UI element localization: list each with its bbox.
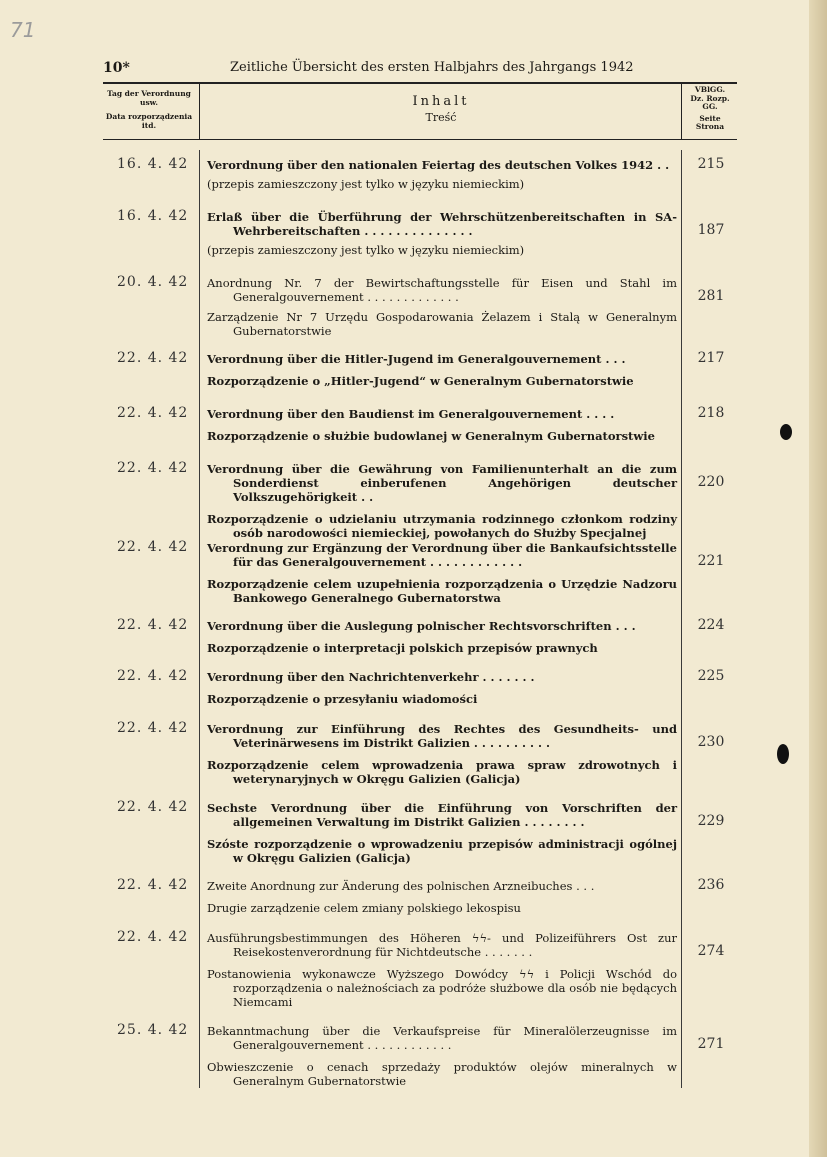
page-ref: 281 — [697, 288, 725, 304]
row-date: 16. 4. 42 — [117, 156, 189, 172]
page-ref: 271 — [697, 1036, 725, 1052]
page-ref: 274 — [697, 943, 725, 959]
row-date: 22. 4. 42 — [117, 617, 189, 633]
entry-title-de: Verordnung über den Nachrichtenverkehr . . . . . . . — [207, 670, 535, 684]
row-date: 22. 4. 42 — [117, 405, 189, 421]
entry-title-de: Verordnung über die Auslegung polnischer Rechtsvorschriften . . . — [207, 619, 636, 633]
running-header — [103, 60, 693, 80]
entry-title-pl: Drugie zarządzenie celem zmiany polskiego lekospisu — [207, 901, 521, 915]
entry-title-pl: Rozporządzenie celem uzupełnienia rozporządzenia o Urzędzie Nadzoru Bankowego Generalnego Gubernatorstwa — [207, 577, 677, 605]
entry-title-de: Bekanntmachung über die Verkaufspreise für Mineralölerzeugnisse im Generalgouvernement . . . . . . . . . . . . — [207, 1024, 677, 1052]
entry-title-pl: Rozporządzenie o służbie budowlanej w Generalnym Gubernatorstwie — [207, 429, 655, 443]
entry-title-pl: Rozporządzenie o udzielaniu utrzymania rodzinnego członkom rodziny osób narodowości niemieckiej, powołanych do Służby Specjalnej — [207, 512, 677, 540]
page-ref: 229 — [697, 813, 725, 829]
page-ref: 220 — [697, 474, 725, 490]
row-date: 22. 4. 42 — [117, 877, 189, 893]
entry-title-pl: Rozporządzenie celem wprowadzenia prawa spraw zdrowotnych i weterynaryjnych w Okręgu Galizien (Galicja) — [207, 758, 677, 786]
row-date: 22. 4. 42 — [117, 460, 189, 476]
page-ref: 218 — [697, 405, 725, 421]
entry-title-de: Anordnung Nr. 7 der Bewirtschaftungsstelle für Eisen und Stahl im Generalgouvernement . . . . . . . . . . . . . — [207, 276, 677, 304]
entry-title-de: Verordnung über den nationalen Feiertag des deutschen Volkes 1942 . . — [207, 158, 670, 172]
entry-title-de: Ausführungsbestimmungen des Höheren ϟϟ- und Polizeiführers Ost zur Reisekostenverordnung für Nichtdeutsche . . . . . . . — [207, 931, 677, 959]
row-date: 16. 4. 42 — [117, 208, 189, 224]
entry-title-pl: Rozporządzenie o interpretacji polskich przepisów prawnych — [207, 641, 598, 655]
row-date: 22. 4. 42 — [117, 539, 189, 555]
row-date: 22. 4. 42 — [117, 929, 189, 945]
entry-title-pl: Postanowienia wykonawcze Wyższego Dowódcy ϟϟ i Policji Wschód do rozporządzenia o należnościach za podróże służbowe dla osób nie będących Niemcami — [207, 967, 677, 1009]
pencil-margin-note: 71 — [10, 18, 36, 42]
column-header — [103, 82, 737, 140]
entry-title-de: Verordnung über die Hitler-Jugend im Generalgouvernement . . . — [207, 352, 626, 366]
page-ref: 187 — [697, 222, 725, 238]
page-edge — [809, 0, 827, 1157]
entry-title-de: Erlaß über die Überführung der Wehrschützenbereitschaften in SA-Wehrbereitschaften . . . . . . . . . . . . . . — [207, 210, 677, 238]
row-date: 22. 4. 42 — [117, 799, 189, 815]
entry-title-pl: Zarządzenie Nr 7 Urzędu Gospodarowania Żelazem i Stalą w Generalnym Gubernatorstwie — [207, 310, 677, 338]
entry-title-de: Sechste Verordnung über die Einführung von Vorschriften der allgemeinen Verwaltung im Distrikt Galizien . . . . . . . . — [207, 801, 677, 829]
row-date: 22. 4. 42 — [117, 668, 189, 684]
header-divider — [681, 84, 682, 139]
entry-title-de: Verordnung über die Gewährung von Familienunterhalt an die zum Sonderdienst einberufenen Angehörigen deutscher Volkszugehörigkeit . . — [207, 462, 677, 504]
row-date: 25. 4. 42 — [117, 1022, 189, 1038]
page-number: 10* — [103, 60, 130, 76]
date-column-header: Tag der Verordnung usw. Data rozporządzenia itd. — [105, 89, 193, 130]
row-date: 22. 4. 42 — [117, 720, 189, 736]
entry-title-pl: Rozporządzenie o „Hitler-Jugend“ w Generalnym Gubernatorstwie — [207, 374, 634, 388]
entry-title-pl: Obwieszczenie o cenach sprzedaży produktów olejów mineralnych w Generalnym Gubernatorstwie — [207, 1060, 677, 1088]
header-divider — [199, 84, 200, 139]
entry-title-de: Zweite Anordnung zur Änderung des polnischen Arzneibuches . . . — [207, 879, 595, 893]
entry-title-de: Verordnung zur Einführung des Rechtes des Gesundheits- und Veterinärwesens im Distrikt Galizien . . . . . . . . . . — [207, 722, 677, 750]
content-column-header: Inhalt Treść — [412, 94, 470, 124]
column-rule — [199, 150, 200, 1088]
page-ref: 230 — [697, 734, 725, 750]
page-ref: 236 — [697, 877, 725, 893]
entry-title-pl: Rozporządzenie o przesyłaniu wiadomości — [207, 692, 478, 706]
punch-hole — [777, 744, 789, 764]
row-date: 20. 4. 42 — [117, 274, 189, 290]
entry-title-pl: (przepis zamieszczony jest tylko w języku niemieckim) — [207, 177, 525, 191]
page-column-header: VBlGG. Dz. Rozp. GG. Seite Strona — [690, 85, 730, 131]
column-rule — [681, 150, 682, 1088]
entry-title-de: Verordnung über den Baudienst im Generalgouvernement . . . . — [207, 407, 615, 421]
entry-title-de: Verordnung zur Ergänzung der Verordnung über die Bankaufsichtsstelle für das Generalgouvernement . . . . . . . . . . . . — [207, 541, 677, 569]
page-ref: 221 — [697, 553, 725, 569]
page-ref: 225 — [697, 668, 725, 684]
punch-hole — [780, 424, 792, 440]
running-title: Zeitliche Übersicht des ersten Halbjahrs des Jahrgangs 1942 — [230, 60, 634, 75]
page-ref: 217 — [697, 350, 725, 366]
row-date: 22. 4. 42 — [117, 350, 189, 366]
page-ref: 224 — [697, 617, 725, 633]
entry-title-pl: Szóste rozporządzenie o wprowadzeniu przepisów administracji ogólnej w Okręgu Galizien (Galicja) — [207, 837, 677, 865]
entry-title-pl: (przepis zamieszczony jest tylko w języku niemieckim) — [207, 243, 525, 257]
page-ref: 215 — [697, 156, 725, 172]
